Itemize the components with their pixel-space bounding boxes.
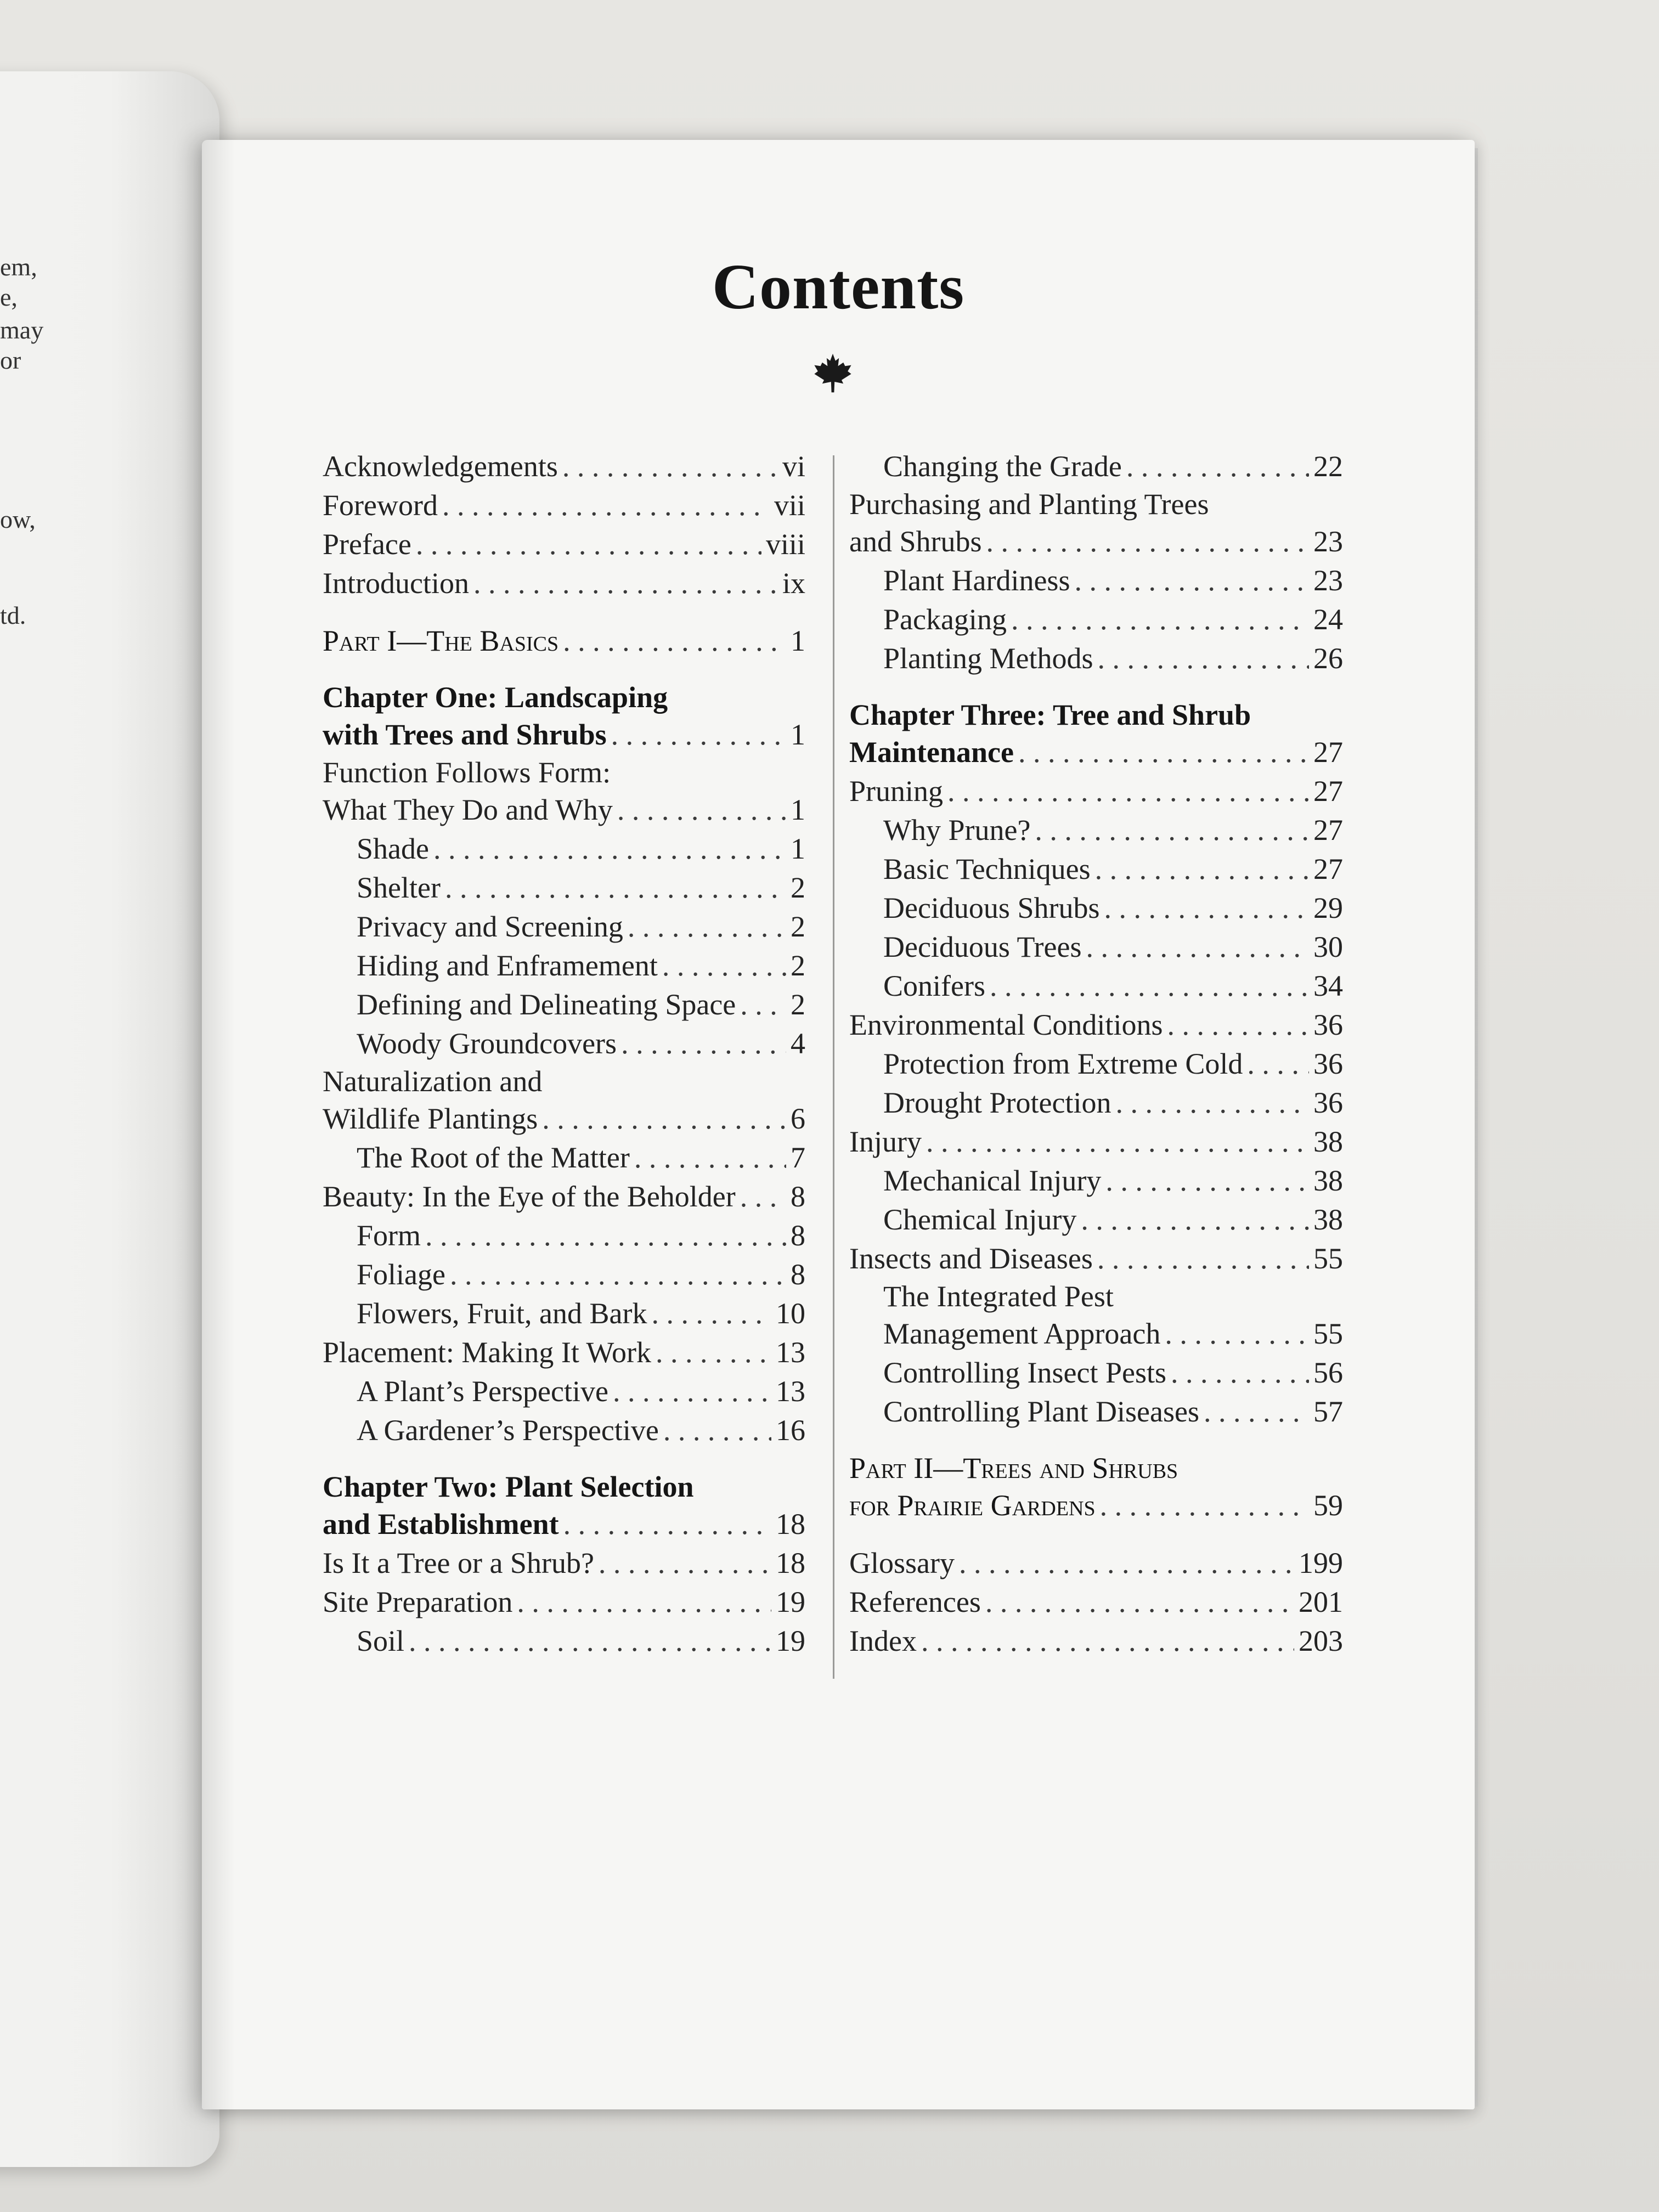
toc-entry-label: Deciduous Shrubs xyxy=(883,891,1100,924)
toc-entry-label: for Prairie Gardens xyxy=(849,1489,1096,1522)
toc-entry-label: Beauty: In the Eye of the Beholder xyxy=(323,1180,736,1213)
toc-entry-label: Deciduous Trees xyxy=(883,930,1082,963)
dot-leader xyxy=(1100,1486,1309,1525)
toc-entry xyxy=(849,1122,1343,1161)
dot-leader xyxy=(1081,1200,1309,1239)
toc-entry xyxy=(849,1544,1343,1583)
toc-page-number: 13 xyxy=(776,1375,805,1408)
toc-entry-label: The Root of the Matter xyxy=(357,1141,630,1174)
toc-page-number: 8 xyxy=(791,1258,805,1291)
toc-entry xyxy=(849,1583,1343,1622)
toc-page-number: 34 xyxy=(1313,969,1343,1002)
toc-entry-label: and Shrubs xyxy=(849,525,982,558)
toc-entry-label: Plant Hardiness xyxy=(883,564,1070,597)
toc-entry xyxy=(323,1583,805,1622)
maple-leaf-icon xyxy=(811,351,855,395)
dot-leader xyxy=(985,1583,1294,1622)
toc-page-number: 27 xyxy=(1313,775,1343,808)
toc-entry-label: Form xyxy=(357,1219,421,1252)
toc-entry-label: Management Approach xyxy=(883,1317,1161,1350)
toc-page-number: vii xyxy=(774,489,805,522)
toc-entry-label-line: Function Follows Form: xyxy=(323,756,611,789)
toc-entry-label: Packaging xyxy=(883,603,1007,636)
dot-leader xyxy=(433,830,786,868)
dot-leader xyxy=(986,522,1310,561)
toc-entry-label-line: The Integrated Pest xyxy=(883,1280,1114,1313)
toc-page-number: 4 xyxy=(791,1027,805,1060)
dot-leader xyxy=(1104,889,1309,928)
toc-entry-label: Woody Groundcovers xyxy=(357,1027,617,1060)
toc-entry xyxy=(849,1486,1343,1525)
dot-leader xyxy=(409,1622,771,1661)
dot-leader xyxy=(613,1372,771,1411)
toc-page-number: 2 xyxy=(791,871,805,904)
toc-entry-label-line: Chapter Two: Plant Selection xyxy=(323,1470,694,1503)
toc-page-number: 18 xyxy=(776,1508,805,1541)
dot-leader xyxy=(1126,447,1309,486)
toc-entry-label: Defining and Delineating Space xyxy=(357,988,736,1021)
previous-page-fragment: td. xyxy=(0,601,26,629)
toc-page-number: 38 xyxy=(1313,1203,1343,1236)
toc-entry-label: with Trees and Shrubs xyxy=(323,718,607,751)
dot-leader xyxy=(1171,1353,1309,1392)
toc-entry-label: What They Do and Why xyxy=(323,793,613,826)
toc-page-number: 30 xyxy=(1313,930,1343,963)
dot-leader xyxy=(990,967,1309,1006)
toc-entry-label: Conifers xyxy=(883,969,985,1002)
toc-entry-label-line: Part II—Trees and Shrubs xyxy=(849,1452,1178,1485)
toc-entry-label: Changing the Grade xyxy=(883,450,1122,483)
dot-leader xyxy=(1247,1045,1309,1084)
toc-entry-label: Maintenance xyxy=(849,736,1014,769)
section-gap xyxy=(323,1450,805,1469)
toc-entry-label: Shade xyxy=(357,832,429,865)
toc-entry xyxy=(323,622,805,661)
toc-entry xyxy=(849,811,1343,850)
toc-entry-label: Foreword xyxy=(323,489,438,522)
dot-leader xyxy=(662,946,786,985)
dot-leader xyxy=(1086,928,1310,967)
toc-page-number: 1 xyxy=(791,718,805,751)
toc-page-number: 56 xyxy=(1313,1356,1343,1389)
dot-leader xyxy=(599,1544,771,1583)
toc-page-number: 2 xyxy=(791,910,805,943)
toc-page-number: 36 xyxy=(1313,1008,1343,1041)
toc-entry xyxy=(849,850,1343,889)
toc-page-number: 29 xyxy=(1313,891,1343,924)
dot-leader xyxy=(1011,600,1309,639)
dot-leader xyxy=(740,1177,786,1216)
previous-page-fragment: or xyxy=(0,346,21,374)
toc-entry xyxy=(849,522,1343,561)
toc-page-number: 23 xyxy=(1313,525,1343,558)
toc-page-number: 1 xyxy=(791,793,805,826)
toc-entry-label: Introduction xyxy=(323,567,469,600)
toc-entry-label: Glossary xyxy=(849,1547,955,1579)
toc-page-number: 22 xyxy=(1313,450,1343,483)
toc-entry xyxy=(323,1216,805,1255)
toc-entry xyxy=(849,1392,1343,1431)
toc-page-number: 10 xyxy=(776,1297,805,1330)
dot-leader xyxy=(517,1583,771,1622)
toc-page-number: 19 xyxy=(776,1624,805,1657)
toc-entry xyxy=(323,447,805,486)
toc-page-number: 6 xyxy=(791,1102,805,1135)
section-gap xyxy=(849,1525,1343,1544)
dot-leader xyxy=(926,1122,1309,1161)
previous-page-fragment: may xyxy=(0,316,44,344)
toc-entry-label-line: Chapter Three: Tree and Shrub xyxy=(849,698,1251,731)
toc-page-number: 38 xyxy=(1313,1164,1343,1197)
toc-page-number: 2 xyxy=(791,988,805,1021)
section-gap xyxy=(323,603,805,622)
dot-leader xyxy=(628,907,786,946)
toc-page-number: vi xyxy=(782,450,805,483)
toc-entry xyxy=(849,733,1343,772)
contents-page xyxy=(202,140,1475,2109)
dot-leader xyxy=(1074,561,1309,600)
toc-entry xyxy=(323,1024,805,1063)
toc-entry xyxy=(323,1138,805,1177)
toc-entry-label-line: Chapter One: Landscaping xyxy=(323,681,668,714)
dot-leader xyxy=(1098,639,1309,678)
toc-entry-label: Foliage xyxy=(357,1258,445,1291)
spine-shadow xyxy=(202,140,235,2109)
toc-page-number: 8 xyxy=(791,1180,805,1213)
toc-entry-label: Why Prune? xyxy=(883,814,1031,847)
toc-entry-label-line: Purchasing and Planting Trees xyxy=(849,488,1209,521)
toc-page-number: 2 xyxy=(791,949,805,982)
toc-page-number: 16 xyxy=(776,1414,805,1447)
toc-entry xyxy=(323,791,805,830)
toc-page-number: 36 xyxy=(1313,1047,1343,1080)
toc-entry-label: Part I—The Basics xyxy=(323,624,559,657)
toc-entry xyxy=(849,639,1343,678)
dot-leader xyxy=(1105,1161,1309,1200)
toc-page-number: 1 xyxy=(791,624,805,657)
dot-leader xyxy=(651,1294,771,1333)
dot-leader xyxy=(1165,1314,1309,1353)
dot-leader xyxy=(611,715,786,754)
previous-page xyxy=(0,71,219,2167)
toc-entry xyxy=(849,447,1343,486)
toc-entry xyxy=(849,1084,1343,1122)
toc-page-number: 203 xyxy=(1299,1624,1343,1657)
dot-leader xyxy=(947,772,1309,811)
toc-entry-label: and Establishment xyxy=(323,1508,559,1541)
toc-entry-label: Privacy and Screening xyxy=(357,910,623,943)
dot-leader xyxy=(416,525,761,564)
toc-entry xyxy=(323,946,805,985)
toc-entry-label: Wildlife Plantings xyxy=(323,1102,538,1135)
dot-leader xyxy=(563,1505,771,1544)
toc-entry-label: Placement: Making It Work xyxy=(323,1336,652,1369)
toc-entry xyxy=(849,561,1343,600)
toc-page-number: 27 xyxy=(1313,814,1343,847)
dot-leader xyxy=(1115,1084,1309,1122)
toc-entry xyxy=(849,1353,1343,1392)
toc-page-number: 199 xyxy=(1299,1547,1343,1579)
toc-left-column xyxy=(323,447,805,1661)
toc-page-number: 59 xyxy=(1313,1489,1343,1522)
toc-entry xyxy=(323,1333,805,1372)
toc-entry xyxy=(849,1045,1343,1084)
toc-entry xyxy=(849,1239,1343,1278)
toc-entry-label: A Gardener’s Perspective xyxy=(357,1414,659,1447)
previous-page-fragment: ow, xyxy=(0,505,36,533)
toc-entry xyxy=(323,486,805,525)
dot-leader xyxy=(562,447,778,486)
toc-entry xyxy=(849,1006,1343,1045)
section-gap xyxy=(849,1431,1343,1450)
toc-entry xyxy=(323,830,805,868)
page-title: Contents xyxy=(712,251,965,323)
toc-entry xyxy=(323,985,805,1024)
toc-entry-label: Soil xyxy=(357,1624,405,1657)
toc-page-number: 201 xyxy=(1299,1585,1343,1618)
toc-page-number: 27 xyxy=(1313,853,1343,885)
toc-page-number: 36 xyxy=(1313,1086,1343,1119)
toc-entry xyxy=(323,1622,805,1661)
toc-page-number: 27 xyxy=(1313,736,1343,769)
toc-entry xyxy=(849,1314,1343,1353)
toc-page-number: ix xyxy=(782,567,805,600)
toc-page-number: 18 xyxy=(776,1547,805,1579)
toc-entry xyxy=(323,564,805,603)
dot-leader xyxy=(617,791,786,830)
dot-leader xyxy=(1095,850,1309,889)
toc-page-number: 19 xyxy=(776,1585,805,1618)
toc-entry-label: Preface xyxy=(323,528,411,561)
toc-entry-label: Insects and Diseases xyxy=(849,1242,1093,1275)
dot-leader xyxy=(656,1333,771,1372)
toc-page-number: 38 xyxy=(1313,1125,1343,1158)
toc-entry xyxy=(323,1294,805,1333)
toc-entry xyxy=(849,772,1343,811)
toc-page-number: 8 xyxy=(791,1219,805,1252)
toc-entry xyxy=(849,1161,1343,1200)
toc-page-number: 55 xyxy=(1313,1242,1343,1275)
toc-entry-label: Chemical Injury xyxy=(883,1203,1077,1236)
dot-leader xyxy=(425,1216,786,1255)
column-divider xyxy=(833,455,834,1679)
dot-leader xyxy=(563,622,786,661)
dot-leader xyxy=(1167,1006,1309,1045)
previous-page-fragment: e, xyxy=(0,283,18,311)
toc-entry-label-line: Naturalization and xyxy=(323,1065,543,1098)
dot-leader xyxy=(1204,1392,1309,1431)
dot-leader xyxy=(473,564,778,603)
toc-right-column xyxy=(849,447,1343,1661)
dot-leader xyxy=(542,1099,786,1138)
toc-entry xyxy=(323,868,805,907)
dot-leader xyxy=(634,1138,786,1177)
toc-entry xyxy=(323,1099,805,1138)
toc-entry-label: Controlling Plant Diseases xyxy=(883,1395,1199,1428)
toc-entry-label: Environmental Conditions xyxy=(849,1008,1163,1041)
toc-entry xyxy=(323,1505,805,1544)
dot-leader xyxy=(921,1622,1294,1661)
dot-leader xyxy=(450,1255,786,1294)
toc-page-number: 57 xyxy=(1313,1395,1343,1428)
toc-entry xyxy=(849,928,1343,967)
toc-entry-label: Protection from Extreme Cold xyxy=(883,1047,1243,1080)
toc-entry xyxy=(323,1177,805,1216)
toc-entry xyxy=(323,1255,805,1294)
dot-leader xyxy=(1097,1239,1309,1278)
previous-page-fragment: em, xyxy=(0,253,37,281)
dot-leader xyxy=(663,1411,771,1450)
toc-entry-label: Planting Methods xyxy=(883,642,1093,675)
toc-entry-label: References xyxy=(849,1585,981,1618)
toc-entry-label: Hiding and Enframement xyxy=(357,949,658,982)
toc-entry xyxy=(323,715,805,754)
dot-leader xyxy=(442,486,770,525)
toc-entry-label: Index xyxy=(849,1624,917,1657)
toc-page-number: 26 xyxy=(1313,642,1343,675)
toc-entry xyxy=(323,1544,805,1583)
toc-page-number: 7 xyxy=(791,1141,805,1174)
toc-entry-label: Is It a Tree or a Shrub? xyxy=(323,1547,594,1579)
section-gap xyxy=(849,678,1343,697)
toc-entry xyxy=(849,600,1343,639)
toc-entry-label: Drought Protection xyxy=(883,1086,1111,1119)
toc-entry-label: Flowers, Fruit, and Bark xyxy=(357,1297,647,1330)
toc-entry-label: Basic Techniques xyxy=(883,853,1091,885)
toc-entry-label: A Plant’s Perspective xyxy=(357,1375,608,1408)
toc-entry xyxy=(849,889,1343,928)
dot-leader xyxy=(621,1024,786,1063)
toc-entry-label: Mechanical Injury xyxy=(883,1164,1102,1197)
toc-entry-label: Pruning xyxy=(849,775,944,808)
toc-entry-label: Acknowledgements xyxy=(323,450,558,483)
toc-entry xyxy=(323,525,805,564)
dot-leader xyxy=(445,868,786,907)
toc-entry-label: Injury xyxy=(849,1125,922,1158)
dot-leader xyxy=(1035,811,1309,850)
toc-page-number: viii xyxy=(765,528,805,561)
toc-page-number: 23 xyxy=(1313,564,1343,597)
section-gap xyxy=(323,661,805,679)
toc-entry xyxy=(323,907,805,946)
dot-leader xyxy=(740,985,786,1024)
toc-entry xyxy=(849,1622,1343,1661)
dot-leader xyxy=(1018,733,1309,772)
toc-entry xyxy=(323,1372,805,1411)
toc-entry-label: Controlling Insect Pests xyxy=(883,1356,1166,1389)
toc-page-number: 1 xyxy=(791,832,805,865)
toc-page-number: 24 xyxy=(1313,603,1343,636)
toc-page-number: 13 xyxy=(776,1336,805,1369)
toc-entry xyxy=(323,1411,805,1450)
toc-entry-label: Site Preparation xyxy=(323,1585,513,1618)
toc-entry-label: Shelter xyxy=(357,871,441,904)
toc-entry xyxy=(849,1200,1343,1239)
toc-entry xyxy=(849,967,1343,1006)
toc-page-number: 55 xyxy=(1313,1317,1343,1350)
dot-leader xyxy=(959,1544,1294,1583)
